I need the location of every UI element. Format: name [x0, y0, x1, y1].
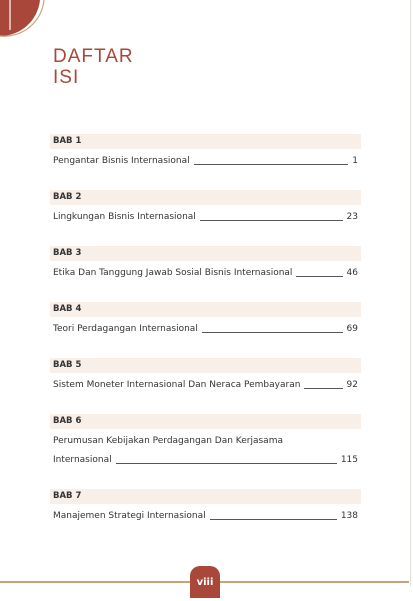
page-number-tab: viii [190, 566, 220, 598]
toc-entry-4[interactable] [50, 302, 361, 358]
toc-entry-3[interactable] [50, 246, 361, 302]
chapter-label: BAB 5 [50, 358, 361, 373]
chapter-label: BAB 4 [50, 302, 361, 317]
toc-entry-5[interactable] [50, 358, 361, 414]
page-number: 138 [340, 511, 358, 521]
chapter-label: BAB 1 [50, 134, 361, 149]
page-number: 69 [346, 324, 358, 334]
toc-entry-6[interactable] [50, 414, 361, 489]
title-line-1: DAFTAR [53, 46, 134, 67]
chapter-title: Sistem Moneter Internasional Dan Neraca Pembayaran [53, 380, 301, 390]
leader-line [210, 519, 337, 520]
leader-line [194, 164, 349, 165]
leader-line [116, 463, 337, 464]
leader-line [200, 220, 343, 221]
chapter-title: Lingkungan Bisnis Internasional [53, 212, 196, 222]
page-number: 1 [352, 156, 358, 166]
chapter-title-line-1: Perumusan Kebijakan Perdagangan Dan Kerjasama [53, 436, 283, 446]
toc-entry-1[interactable] [50, 134, 361, 190]
leader-line [296, 276, 342, 277]
chapter-title: Manajemen Strategi Internasional [53, 511, 206, 521]
chapter-label: BAB 7 [50, 489, 361, 504]
chapter-label: BAB 2 [50, 190, 361, 205]
page-number: 115 [340, 455, 358, 465]
right-border [410, 0, 411, 586]
chapter-title: Etika Dan Tanggung Jawab Sosial Bisnis Internasional [53, 268, 293, 278]
title-line-2: ISI [53, 67, 80, 88]
page-number: 23 [346, 212, 358, 222]
page-title [53, 46, 134, 88]
chapter-label: BAB 3 [50, 246, 361, 261]
chapter-title: Teori Perdagangan Internasional [53, 324, 198, 334]
chapter-label: BAB 6 [50, 414, 361, 429]
page-number: 46 [346, 268, 358, 278]
corner-decoration [0, 0, 46, 40]
page-number: 92 [346, 380, 358, 390]
leader-line [304, 388, 342, 389]
toc-entry-7[interactable] [50, 489, 361, 545]
chapter-title: Pengantar Bisnis Internasional [53, 156, 190, 166]
leader-line [202, 332, 343, 333]
table-of-contents [50, 134, 361, 545]
toc-entry-2[interactable] [50, 190, 361, 246]
chapter-title-line-2: Internasional [53, 455, 112, 465]
